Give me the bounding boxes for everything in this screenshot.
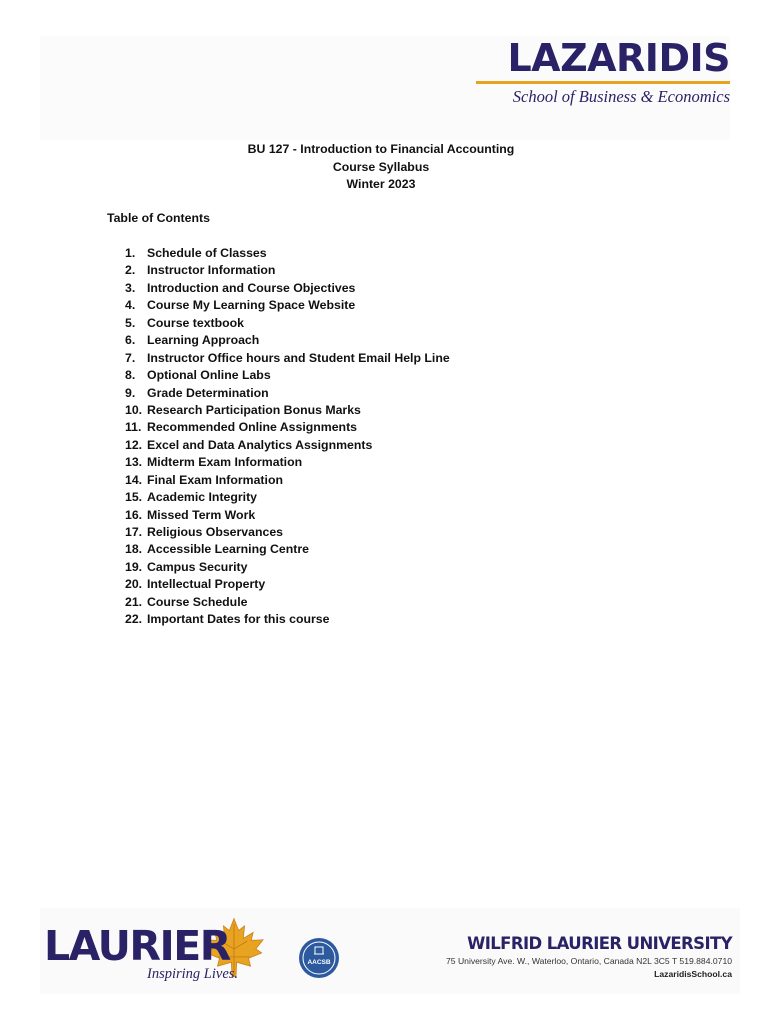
toc-item-number: 3. (125, 280, 136, 295)
toc-item[interactable] (107, 419, 450, 436)
toc-item-label: Excel and Data Analytics Assignments (147, 437, 373, 452)
toc-item[interactable] (107, 454, 450, 471)
aacsb-seal-icon (298, 937, 340, 979)
toc-item[interactable] (107, 350, 450, 367)
toc-heading: Table of Contents (107, 211, 210, 225)
toc-item-number: 11. (125, 420, 142, 435)
toc-item-number: 21. (125, 594, 143, 609)
toc-item-label: Course textbook (147, 315, 245, 330)
toc-item-number: 12. (125, 437, 143, 452)
toc-item-number: 6. (125, 333, 136, 348)
toc-item[interactable] (107, 507, 450, 524)
toc-item[interactable] (107, 472, 450, 489)
toc-item-number: 14. (125, 472, 143, 487)
toc-item[interactable] (107, 402, 450, 419)
toc-item-label: Important Dates for this course (147, 612, 330, 627)
toc-item-label: Course My Learning Space Website (147, 298, 356, 313)
laurier-logo (44, 922, 274, 988)
toc-item[interactable] (107, 576, 450, 593)
toc-item[interactable] (107, 245, 450, 262)
brand-tagline: School of Business & Economics (512, 87, 730, 106)
toc-item-label: Research Participation Bonus Marks (147, 402, 361, 417)
toc-item-label: Missed Term Work (147, 507, 256, 522)
course-title: BU 127 - Introduction to Financial Accounting (247, 142, 515, 156)
toc-item[interactable] (107, 332, 450, 349)
website-link[interactable]: LazaridisSchool.ca (654, 969, 732, 979)
toc-item-number: 9. (125, 385, 136, 400)
address-line: 75 University Ave. W., Waterloo, Ontario, Canada N2L 3C5 T 519.884.0710 (446, 956, 732, 966)
toc-item-label: Instructor Office hours and Student Email Help Line (147, 350, 450, 365)
toc-item-label: Academic Integrity (147, 490, 258, 505)
toc-item-number: 8. (125, 368, 136, 383)
toc-item-label: Religious Observances (147, 525, 284, 539)
toc-item[interactable] (107, 437, 450, 454)
toc-item-number: 7. (125, 350, 136, 365)
toc-item-label: Final Exam Information (147, 472, 283, 487)
toc-item-number: 4. (125, 298, 136, 313)
toc-item-label: Campus Security (147, 559, 248, 574)
toc-item-label: Grade Determination (147, 385, 269, 400)
toc-item[interactable] (107, 594, 450, 611)
toc-item-label: Accessible Learning Centre (147, 542, 309, 557)
toc-item-label: Recommended Online Assignments (147, 420, 358, 435)
toc-item-number: 10. (125, 402, 143, 417)
brand-rule (476, 81, 730, 84)
toc-item[interactable] (107, 385, 450, 402)
contact-block (446, 933, 732, 980)
term: Winter 2023 (346, 177, 416, 192)
toc-item-label: Course Schedule (147, 594, 248, 609)
toc-item-number: 1. (125, 246, 136, 260)
toc-item[interactable] (107, 280, 450, 297)
laurier-tagline: Inspiring Lives. (147, 966, 239, 982)
toc-item-label: Learning Approach (147, 333, 260, 348)
toc-item-number: 15. (125, 490, 143, 505)
toc-item-number: 18. (125, 542, 143, 557)
toc-item-number: 19. (125, 559, 143, 574)
toc-item-number: 13. (125, 455, 143, 470)
toc-item-number: 16. (125, 507, 143, 522)
toc-item-label: Introduction and Course Objectives (147, 280, 356, 295)
toc-item[interactable] (107, 262, 450, 279)
aacsb-seal-text: AACSB (307, 959, 331, 966)
toc-item-label: Instructor Information (147, 263, 276, 278)
laurier-wordmark: LAURIER (44, 922, 230, 970)
toc-item-number: 17. (125, 525, 143, 539)
lazaridis-logo (470, 36, 730, 106)
document-title (0, 141, 762, 194)
toc-item-number: 20. (125, 577, 143, 592)
toc-item[interactable] (107, 367, 450, 384)
document-type: Course Syllabus (332, 159, 430, 174)
toc-item-label: Optional Online Labs (147, 368, 271, 383)
toc-item[interactable] (107, 541, 450, 558)
toc-item[interactable] (107, 489, 450, 506)
toc-item-label: Intellectual Property (147, 577, 266, 592)
university-name: WILFRID LAURIER UNIVERSITY (467, 934, 732, 953)
toc-item-label: Schedule of Classes (147, 246, 267, 260)
toc-item-number: 22. (125, 612, 143, 627)
toc-item[interactable] (107, 297, 450, 314)
toc-item[interactable] (107, 611, 450, 628)
brand-name: LAZARIDIS (507, 36, 730, 80)
toc-item-number: 5. (125, 315, 136, 330)
toc-list (107, 245, 450, 629)
toc-item-label: Midterm Exam Information (147, 455, 303, 470)
toc-item[interactable] (107, 315, 450, 332)
toc-item[interactable] (107, 524, 450, 541)
toc-item-number: 2. (125, 263, 136, 278)
toc-item[interactable] (107, 559, 450, 576)
